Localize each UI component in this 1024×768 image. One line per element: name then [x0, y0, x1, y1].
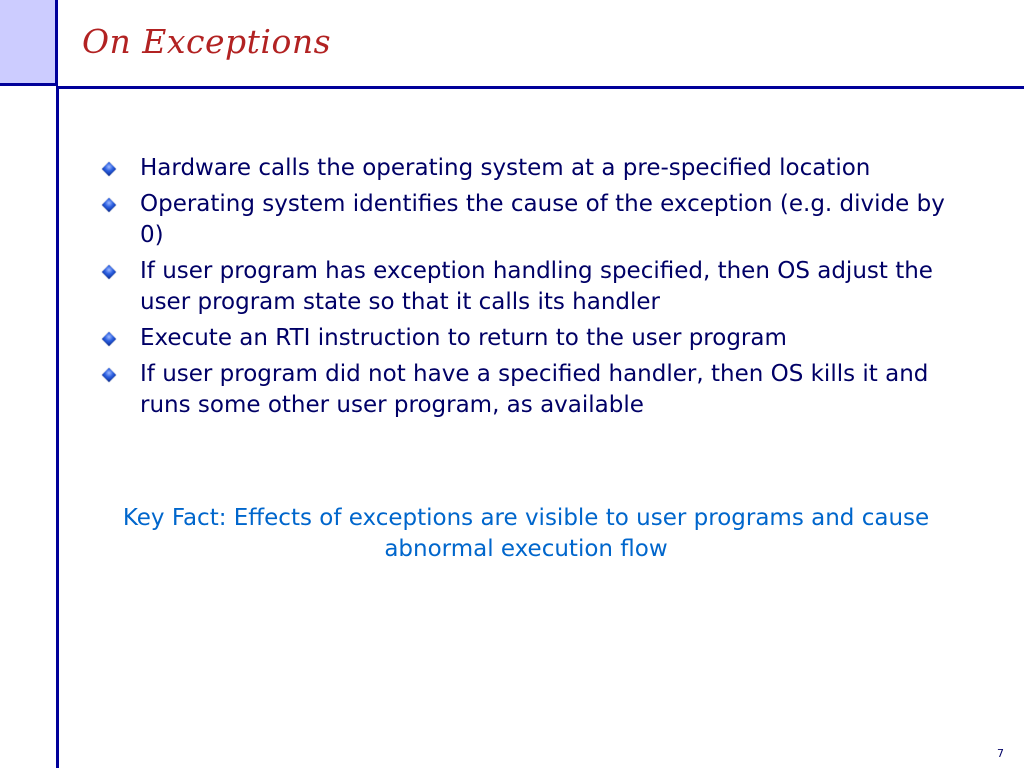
page-number: 7: [997, 747, 1004, 760]
diamond-bullet-icon: [102, 198, 116, 212]
bullet-text: Operating system identifies the cause of the exception (e.g. divide by 0): [140, 191, 945, 248]
title-rule: [56, 86, 1024, 89]
left-rule: [56, 86, 59, 768]
bullet-item: [100, 256, 960, 318]
bullet-text: If user program has exception handling specified, then OS adjust the user program state so that it calls its handler: [140, 258, 933, 315]
diamond-bullet-icon: [102, 265, 116, 279]
key-fact-callout: Key Fact: Effects of exceptions are visible to user programs and cause abnormal execution flow: [122, 505, 930, 562]
diamond-bullet-icon: [102, 332, 116, 346]
bullet-item: [100, 189, 960, 251]
diamond-bullet-icon: [102, 368, 116, 382]
bullet-item: [100, 359, 960, 421]
bullet-text: Hardware calls the operating system at a pre-specified location: [140, 155, 871, 181]
diamond-bullet-icon: [102, 162, 116, 176]
bullet-list: [100, 153, 960, 426]
slide-title: On Exceptions: [82, 22, 332, 61]
bullet-item: [100, 323, 960, 354]
corner-decoration: [0, 0, 58, 86]
bullet-text: Execute an RTI instruction to return to the user program: [140, 325, 787, 351]
bullet-item: [100, 153, 960, 184]
bullet-text: If user program did not have a specified handler, then OS kills it and runs some other user program, as available: [140, 361, 929, 418]
